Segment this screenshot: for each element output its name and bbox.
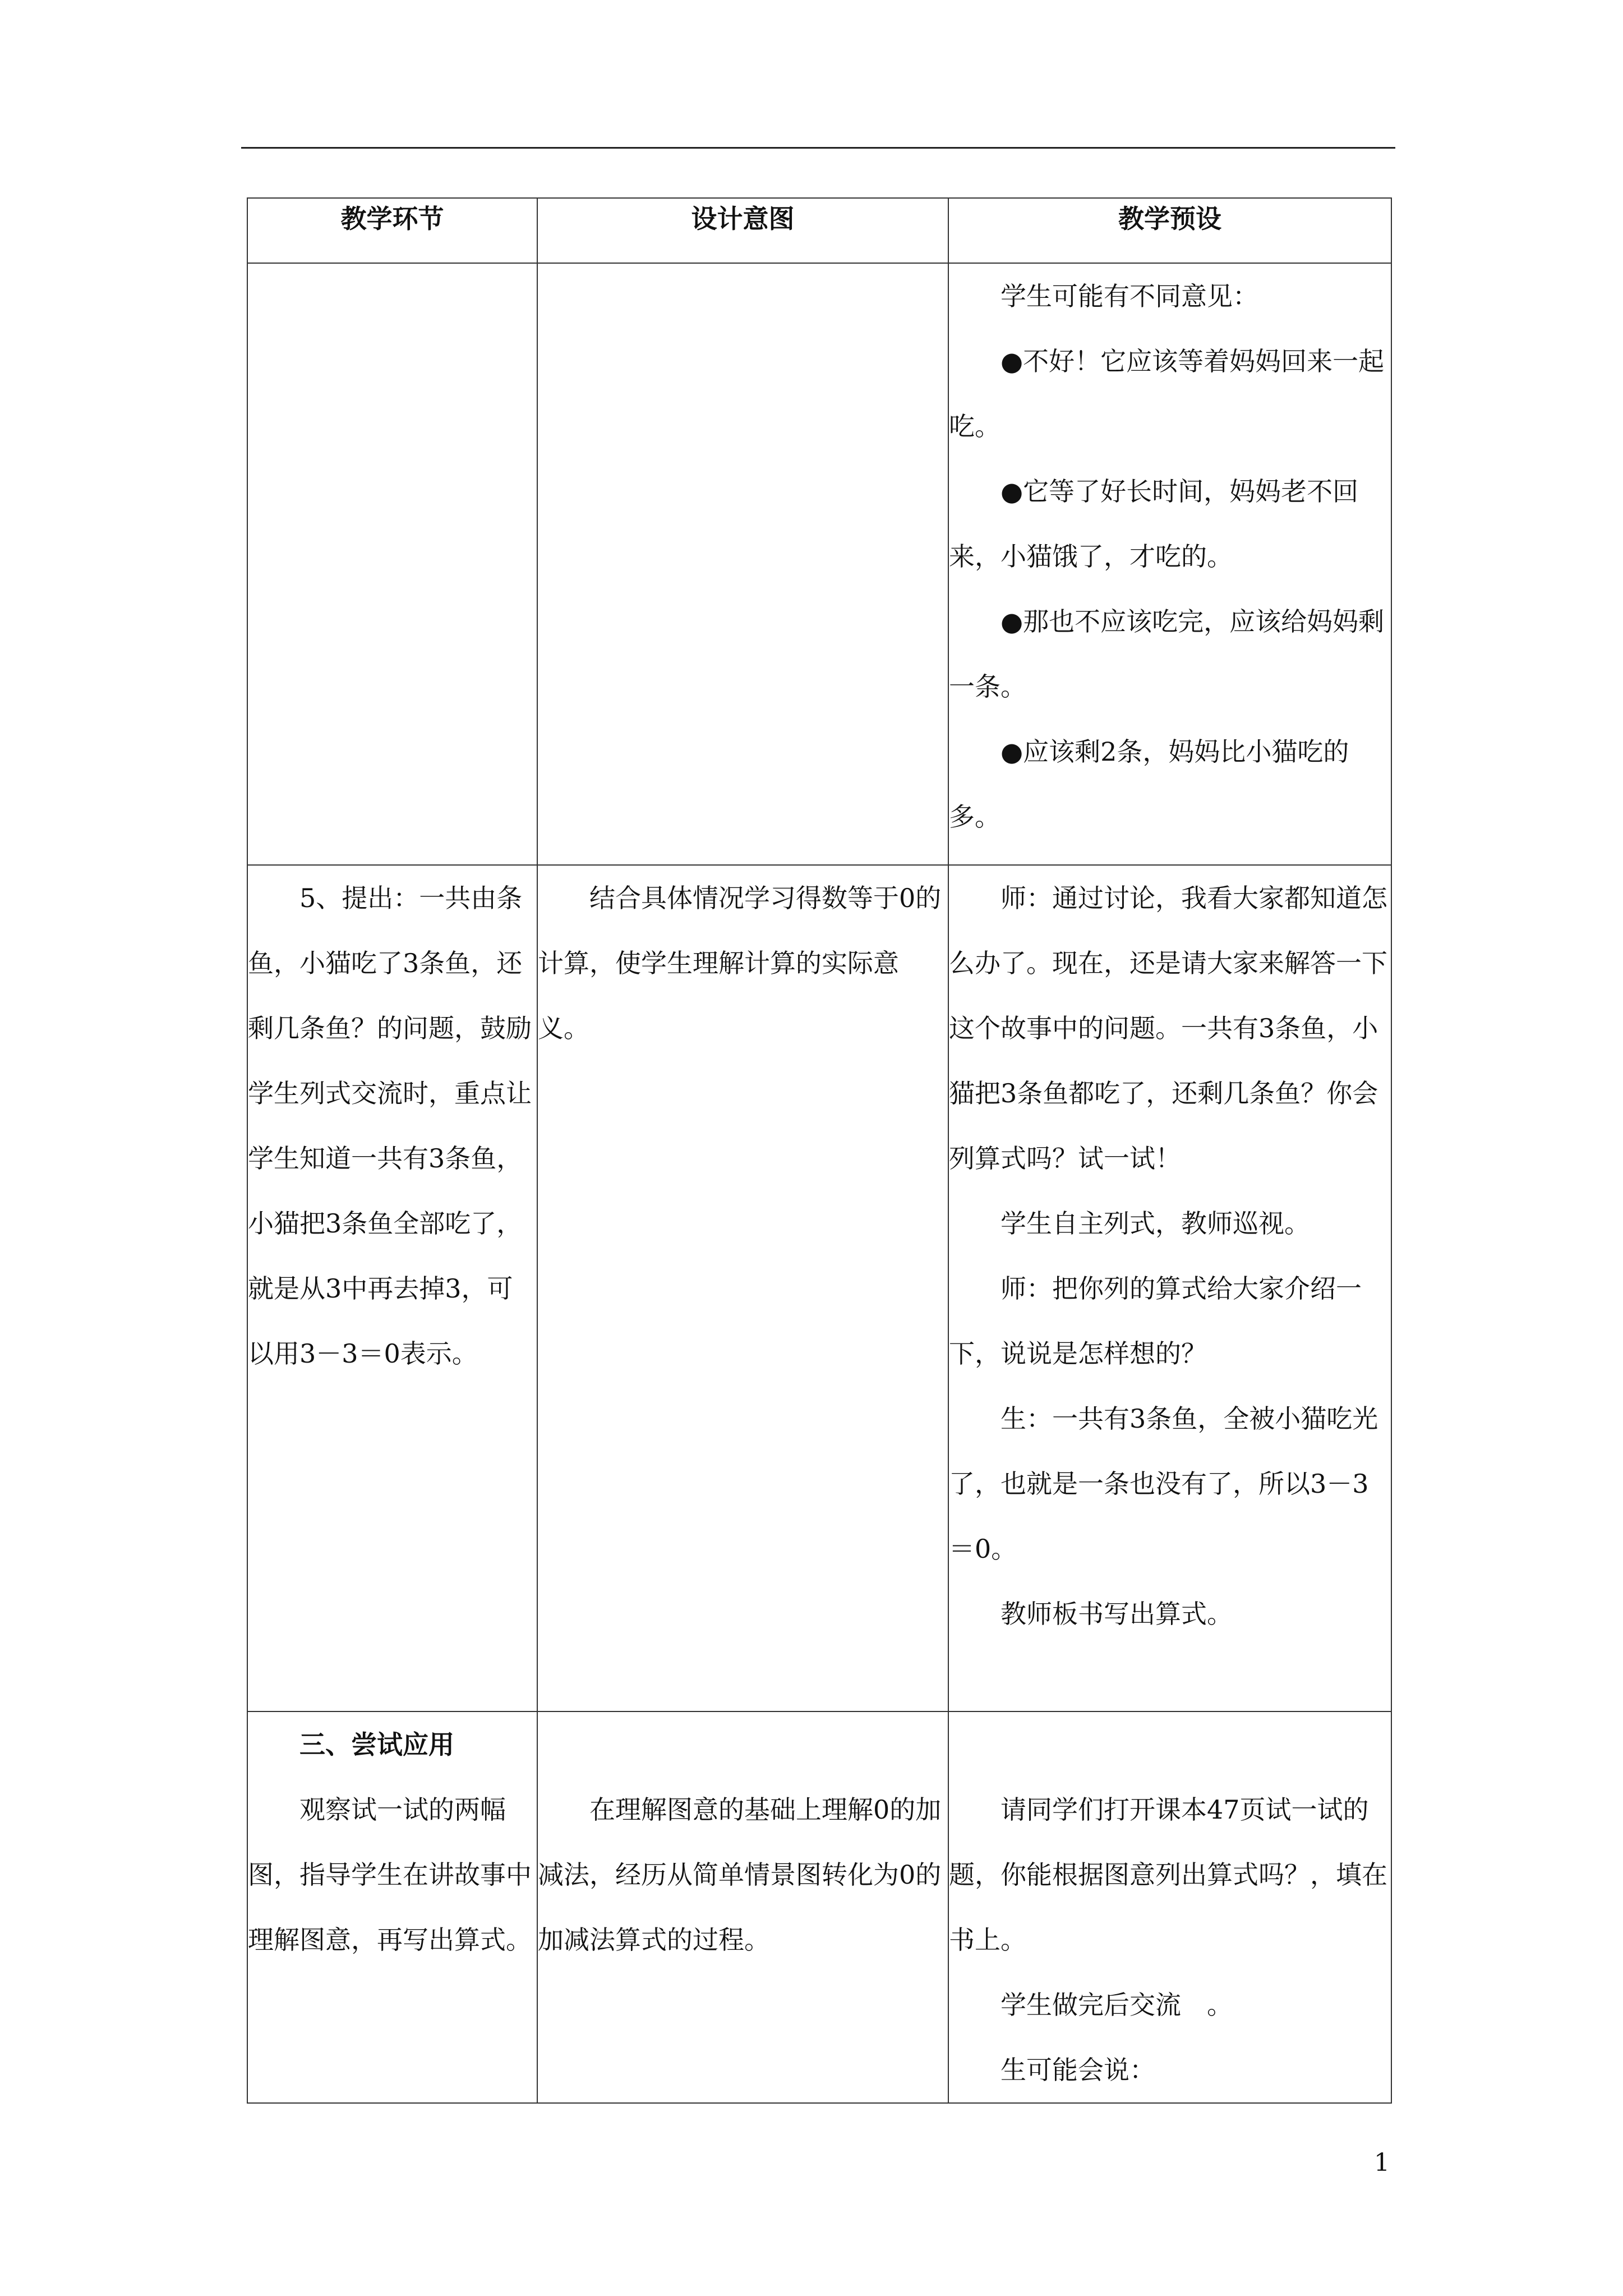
preset-paragraph: 请同学们打开课本47页试一试的题，你能根据图意列出算式吗？，填在书上。 — [949, 1795, 1387, 1955]
cell-intent — [537, 263, 948, 865]
cell-preset — [948, 865, 1391, 1711]
cell-stage — [247, 865, 537, 1711]
preset-paragraph: 师：通过讨论，我看大家都知道怎么办了。现在，还是请大家来解答一下这个故事中的问题。一共有3条鱼，小猫把3条鱼都吃了，还剩几条鱼？你会列算式吗？试一试！ — [949, 883, 1387, 1174]
header-rule — [241, 147, 1395, 149]
preset-paragraph: 教师板书写出算式。 — [1000, 1599, 1233, 1629]
cell-preset — [948, 1711, 1391, 2103]
page-number: 1 — [1374, 2148, 1390, 2177]
intent-paragraph: 结合具体情况学习得数等于0的计算，使学生理解计算的实际意义。 — [538, 883, 942, 1043]
header-teaching-preset: 教学预设 — [948, 198, 1391, 263]
preset-paragraph: ●应该剩2条，妈妈比小猫吃的多。 — [949, 737, 1349, 832]
preset-paragraph: ●那也不应该吃完，应该给妈妈剩一条。 — [949, 606, 1385, 702]
preset-paragraph: ●不好！它应该等着妈妈回来一起吃。 — [949, 346, 1385, 441]
intent-paragraph: 在理解图意的基础上理解0的加减法，经历从简单情景图转化为0的加减法算式的过程。 — [538, 1795, 942, 1955]
table-row — [247, 865, 1391, 1711]
cell-stage — [247, 263, 537, 865]
section-heading: 三、尝试应用 — [299, 1729, 454, 1760]
cell-preset — [948, 263, 1391, 865]
preset-paragraph: 师：把你列的算式给大家介绍一下，说说是怎样想的？ — [949, 1273, 1362, 1369]
table-row — [247, 263, 1391, 865]
cell-intent — [537, 1711, 948, 2103]
cell-intent — [537, 865, 948, 1711]
stage-paragraph: 5、提出：一共由条鱼，小猫吃了3条鱼，还剩几条鱼？的问题，鼓励学生列式交流时，重点让学生知道一共有3条鱼，小猫把3条鱼全部吃了，就是从3中再去掉3，可以用3－3＝0表示。 — [248, 883, 532, 1369]
table-row — [247, 1711, 1391, 2103]
lesson-plan-table — [247, 197, 1392, 2104]
preset-paragraph: ●它等了好长时间，妈妈老不回来，小猫饿了，才吃的。 — [949, 476, 1359, 572]
table-header-row — [247, 198, 1391, 263]
preset-paragraph: 学生自主列式，教师巡视。 — [1000, 1208, 1310, 1239]
preset-paragraph: 生：一共有3条鱼，全被小猫吃光了，也就是一条也没有了，所以3－3＝0。 — [949, 1404, 1378, 1564]
preset-paragraph: 学生可能有不同意见： — [1000, 281, 1258, 311]
cell-stage — [247, 1711, 537, 2103]
preset-paragraph: 学生做完后交流 。 — [1000, 1990, 1233, 2020]
stage-paragraph: 观察试一试的两幅图，指导学生在讲故事中理解图意，再写出算式。 — [248, 1795, 532, 1955]
preset-paragraph: 生可能会说： — [1000, 2055, 1155, 2085]
header-teaching-stage: 教学环节 — [247, 198, 537, 263]
header-design-intent: 设计意图 — [537, 198, 948, 263]
